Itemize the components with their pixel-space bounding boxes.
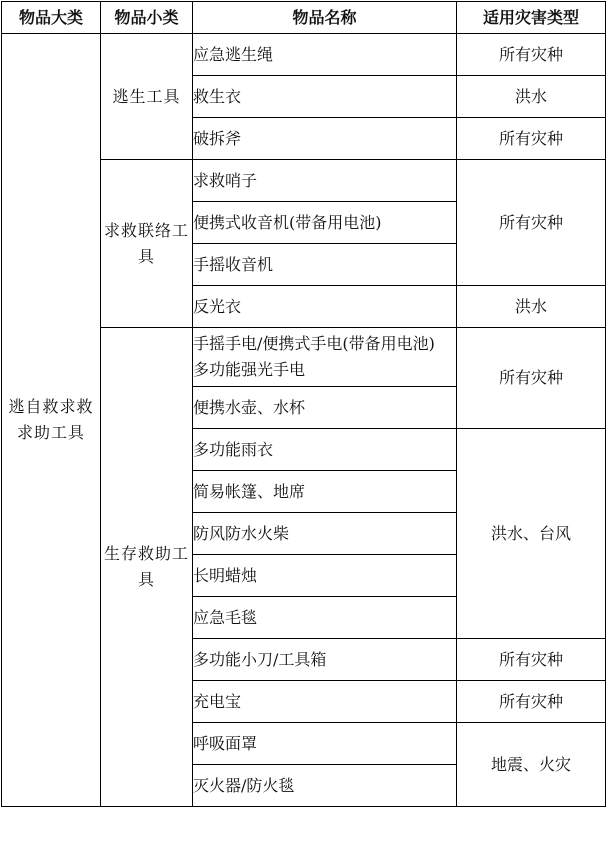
item-name-cell: 多功能雨衣	[193, 429, 457, 471]
hazard-cell: 所有灾种	[457, 34, 606, 76]
minor-category-cell: 求救联络工具	[101, 160, 193, 328]
hazard-cell: 洪水、台风	[457, 429, 606, 639]
item-name-cell: 简易帐篷、地席	[193, 471, 457, 513]
item-name-cell: 长明蜡烛	[193, 555, 457, 597]
hazard-cell: 洪水	[457, 286, 606, 328]
item-name-cell: 便携式收音机(带备用电池)	[193, 202, 457, 244]
item-name-cell: 救生衣	[193, 76, 457, 118]
table-row	[2, 34, 606, 76]
header-minor-category: 物品小类	[101, 2, 193, 34]
hazard-cell: 所有灾种	[457, 160, 606, 286]
item-name-cell: 防风防水火柴	[193, 513, 457, 555]
hazard-cell: 洪水	[457, 76, 606, 118]
hazard-cell: 所有灾种	[457, 639, 606, 681]
minor-category-cell: 生存救助工具	[101, 328, 193, 807]
item-name-cell: 破拆斧	[193, 118, 457, 160]
hazard-cell: 所有灾种	[457, 328, 606, 429]
item-name-cell: 求救哨子	[193, 160, 457, 202]
item-name-cell: 呼吸面罩	[193, 723, 457, 765]
hazard-cell: 地震、火灾	[457, 723, 606, 807]
item-name-cell: 充电宝	[193, 681, 457, 723]
item-name-cell: 应急逃生绳	[193, 34, 457, 76]
hazard-cell: 所有灾种	[457, 118, 606, 160]
header-item-name: 物品名称	[193, 2, 457, 34]
item-name-cell: 应急毛毯	[193, 597, 457, 639]
major-category-cell: 逃自救求救求助工具	[2, 34, 101, 807]
item-name-cell: 反光衣	[193, 286, 457, 328]
header-hazard-type: 适用灾害类型	[457, 2, 606, 34]
supplies-table	[1, 1, 606, 807]
hazard-cell: 所有灾种	[457, 681, 606, 723]
item-name-cell: 便携水壶、水杯	[193, 387, 457, 429]
minor-category-cell: 逃生工具	[101, 34, 193, 160]
header-row	[2, 2, 606, 34]
item-name-line: 手摇手电/便携式手电(带备用电池)	[193, 334, 435, 353]
item-name-line: 多功能强光手电	[193, 360, 306, 379]
item-name-cell: 多功能小刀/工具箱	[193, 639, 457, 681]
item-name-cell: 手摇收音机	[193, 244, 457, 286]
item-name-cell	[193, 328, 457, 387]
item-name-cell: 灭火器/防火毯	[193, 765, 457, 807]
header-major-category: 物品大类	[2, 2, 101, 34]
